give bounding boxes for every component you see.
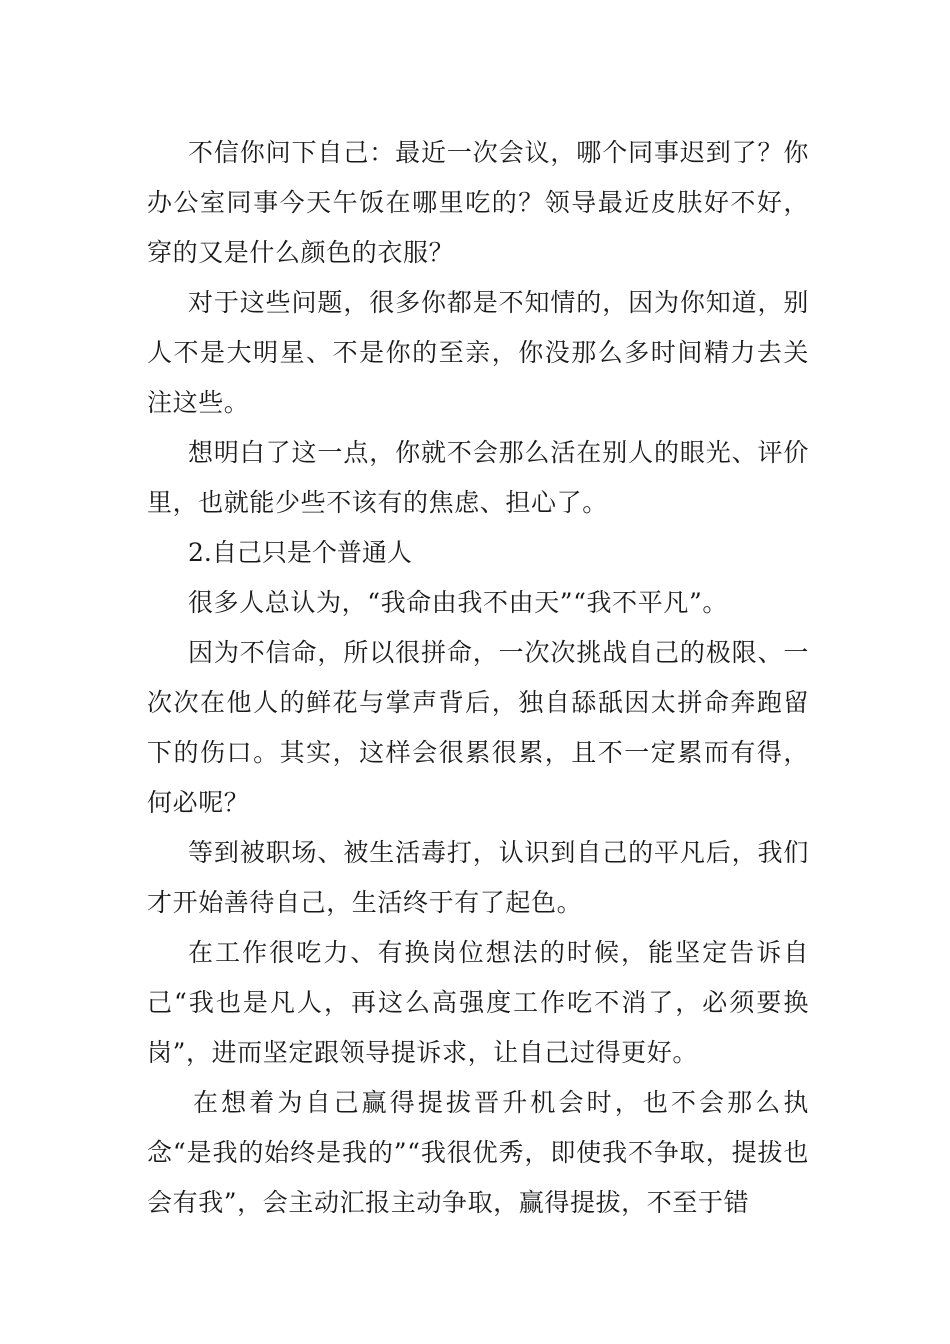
paragraph-4: 很多人总认为，“我命由我不由天”“我不平凡”。 [188, 588, 728, 617]
paragraph-1: 不信你问下自己：最近一次会议，哪个同事迟到了？你办公室同事今天午饭在哪里吃的？领导最近皮肤好不好，穿的又是什么颜色的衣服？ [147, 138, 809, 267]
paragraph-3: 想明白了这一点，你就不会那么活在别人的眼光、评价里，也就能少些不该有的焦虑、担心了。 [147, 438, 809, 517]
paragraph-5: 因为不信命，所以很拼命，一次次挑战自己的极限、一次次在他人的鲜花与掌声背后，独自舔舐因太拼命奔跑留下的伤口。其实，这样会很累很累，且不一定累而有得，何必呢？ [147, 638, 809, 817]
paragraph-6: 等到被职场、被生活毒打，认识到自己的平凡后，我们才开始善待自己，生活终于有了起色。 [147, 838, 809, 917]
section-heading: 2.自己只是个普通人 [188, 538, 412, 567]
paragraph-8: 在想着为自己赢得提拔晋升机会时，也不会那么执念“是我的始终是我的”“我很优秀，即使我不争取，提拔也会有我”，会主动汇报主动争取，赢得提拔，不至于错 [147, 1088, 809, 1217]
article-body [147, 128, 809, 1228]
paragraph-7: 在工作很吃力、有换岗位想法的时候，能坚定告诉自己“我也是凡人，再这么高强度工作吃不消了，必须要换岗”，进而坚定跟领导提诉求，让自己过得更好。 [147, 938, 809, 1067]
paragraph-2: 对于这些问题，很多你都是不知情的，因为你知道，别人不是大明星、不是你的至亲，你没那么多时间精力去关注这些。 [147, 288, 809, 417]
